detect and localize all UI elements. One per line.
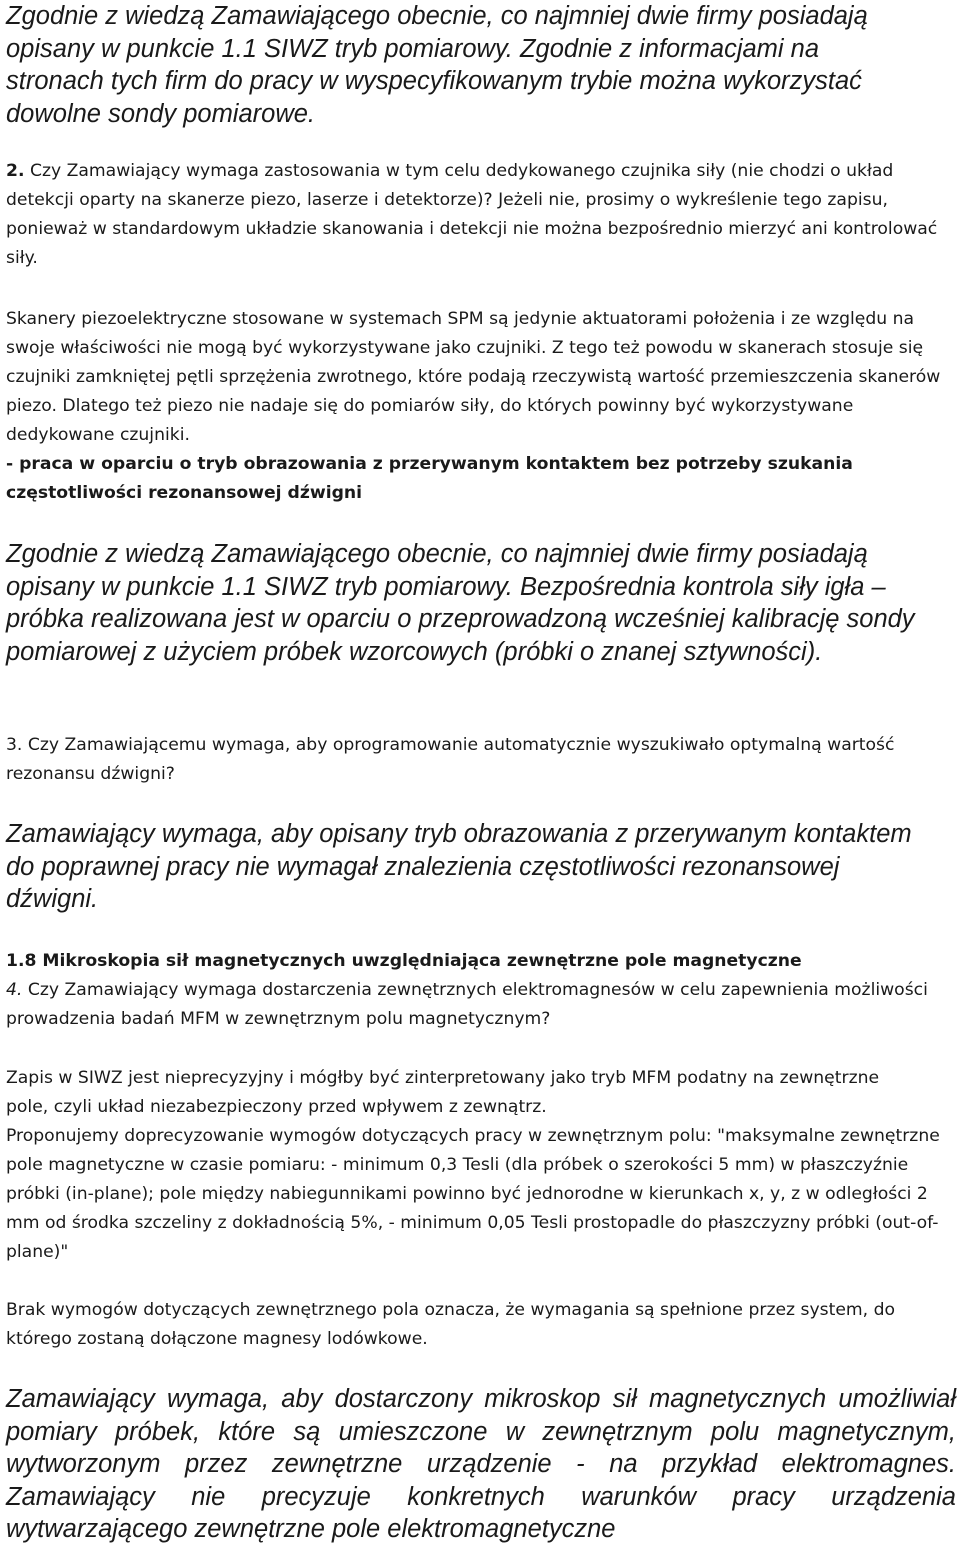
section-heading-1-8: 1.8 Mikroskopia sił magnetycznych uwzględniająca zewnętrzne pole magnetyczne [6,951,802,971]
answer-block-1: Zgodnie z wiedzą Zamawiającego obecnie, co najmniej dwie firmy posiadają opisany w punkcie 1.1 SIWZ tryb pomiarowy. Zgodnie z informacjami na stronach tych firm do pracy w wyspecyfikowanym trybie można wykorzystać dowolne sondy pomiarowe. [6,2,868,128]
bold-requirement-praca: - praca w oparciu o tryb obrazowania z przerywanym kontaktem bez potrzeby szukania częstotliwości rezonansowej dźwigni [6,454,853,503]
question-4-number: 4. [6,980,23,1000]
question-2-text: Czy Zamawiający wymaga zastosowania w tym celu dedykowanego czujnika siły (nie chodzi o układ detekcji oparty na skanerze piezo, laserze i detektorze)? Jeżeli nie, prosimy o wykreślenie tego zapisu, ponieważ w standardowym układzie skanowania i detekcji nie można bezpośrednio mierzyć ani kontrolować siły. [6,161,938,268]
answer-block-3: Zamawiający wymaga, aby opisany tryb obrazowania z przerywanym kontaktem do poprawnej pracy nie wymagał znalezienia częstotliwości rezonansowej dźwigni. [6,820,912,913]
answer-block-4: Zamawiający wymaga, aby dostarczony mikroskop sił magnetycznych umożliwiał pomiary próbek, które są umieszczone w zewnętrznym polu magnetycznym, wytworzonym przez zewnętrzne urządzenie - na przykład elektromagnes. Zamawiający nie precyzuje konkretnych warunków pracy urządzenia wytwarzającego zewnętrzne pole elektromagnetyczne [6,1385,956,1543]
paragraph-skanery: Skanery piezoelektryczne stosowane w systemach SPM są jedynie aktuatorami położenia i ze względu na swoje właściwości nie mogą być wykorzystywane jako czujniki. Z tego też powodu w skanerach stosuje się czujniki zamkniętej pętli sprzężenia zwrotnego, które podają rzeczywistą wartość przemieszczenia skanerów piezo. Dlatego też piezo nie nadaje się do pomiarów siły, do których powinny być wykorzystywane dedykowane czujniki. [6,309,941,445]
question-2 [6,157,956,273]
paragraph-brak: Brak wymogów dotyczących zewnętrznego pola oznacza, że wymagania są spełnione przez system, do którego zostaną dołączone magnesy lodówkowe. [6,1300,896,1349]
answer-block-2: Zgodnie z wiedzą Zamawiającego obecnie, co najmniej dwie firmy posiadają opisany w punkcie 1.1 SIWZ tryb pomiarowy. Bezpośrednia kontrola siły igła – próbka realizowana jest w oparciu o przeprowadzoną wcześniej kalibrację sondy pomiarowej z użyciem próbek wzorcowych (próbki o znanej sztywności). [6,540,915,666]
paragraph-zapis: Zapis w SIWZ jest nieprecyzyjny i mógłby być zinterpretowany jako tryb MFM podatny na zewnętrzne pole, czyli układ niezabezpieczony przed wpływem z zewnątrz. [6,1068,880,1117]
question-2-number: 2. [6,161,25,181]
question-4 [6,976,946,1034]
paragraph-propozycja-text: Proponujemy doprecyzowanie wymogów dotyczących pracy w zewnętrznym polu: "maksymalne zewnętrzne pole magnetyczne w czasie pomiaru: - minimum 0,3 Tesli (dla próbek o szerokości 5 mm) w płaszczyźnie próbki (in-plane); pole między nabiegunnikami powinno być jednorodne w kierunkach x, y, z w odległości 2 mm od środka szczeliny z dokładnością 5%, - minimum 0,05 Tesli prostopadle do płaszczyzny próbki (out-of-plane)" [6,1126,940,1262]
paragraph-propozycja [6,1122,956,1267]
question-3: 3. Czy Zamawiającemu wymaga, aby oprogramowanie automatycznie wyszukiwało optymalną wartość rezonansu dźwigni? [6,735,895,784]
question-4-text: Czy Zamawiający wymaga dostarczenia zewnętrznych elektromagnesów w celu zapewnienia możliwości prowadzenia badań MFM w zewnętrznym polu magnetycznym? [6,980,928,1029]
